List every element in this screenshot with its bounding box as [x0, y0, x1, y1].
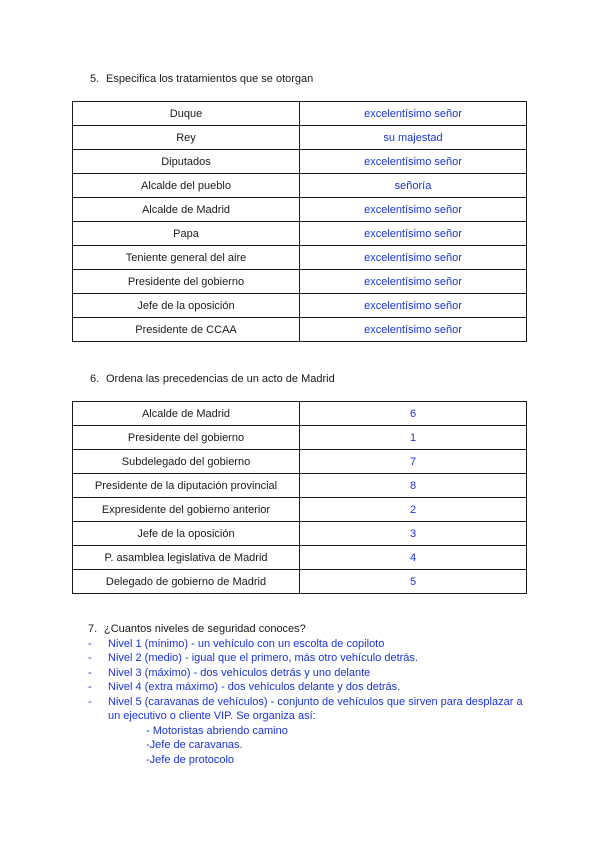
list-item: [88, 666, 528, 681]
table-cell-order: 3: [300, 522, 527, 546]
dash-bullet: -: [88, 681, 92, 693]
table-row: [73, 522, 527, 546]
table-row: [73, 150, 527, 174]
table-cell-role: Alcalde de Madrid: [73, 198, 300, 222]
table-cell-role: Papa: [73, 222, 300, 246]
dash-bullet: -: [88, 695, 92, 708]
dash-bullet: -: [88, 637, 92, 650]
table-row: [73, 474, 527, 498]
question-7-number: 7.: [88, 623, 98, 635]
table-cell-role: Duque: [73, 102, 300, 126]
table-row: [73, 426, 527, 450]
table-cell-order: 4: [300, 546, 527, 570]
table-cell-role: Presidente del gobierno: [73, 270, 300, 294]
question-6-text: Ordena las precedencias de un acto de Madrid: [106, 373, 335, 385]
table-cell-role: Expresidente del gobierno anterior: [73, 498, 300, 522]
list-item: [88, 637, 528, 652]
sub-list-item: -Jefe de protocolo: [146, 753, 235, 766]
table-row: [73, 318, 527, 342]
table-row: [73, 270, 527, 294]
table-cell-role: Presidente del gobierno: [73, 426, 300, 450]
table-cell-order: 8: [300, 474, 527, 498]
table-cell-role: Teniente general del aire: [73, 246, 300, 270]
list-item: [88, 680, 528, 695]
dash-bullet: -: [88, 666, 92, 679]
table-cell-treatment: excelentísimo señor: [300, 150, 527, 174]
list-item-text: Nivel 1 (mínimo) - un vehículo con un escolta de copiloto: [108, 637, 385, 650]
table-cell-treatment: excelentísimo señor: [300, 102, 527, 126]
table-cell-treatment: excelentísimo señor: [300, 294, 527, 318]
table-cell-role: Presidente de CCAA: [73, 318, 300, 342]
sub-list-item: - Motoristas abriendo camino: [146, 724, 288, 737]
table-cell-order: 6: [300, 402, 527, 426]
table-row: [73, 450, 527, 474]
table-cell-role: Alcalde del pueblo: [73, 174, 300, 198]
table-cell-treatment: excelentísimo señor: [300, 222, 527, 246]
question-5-title: [90, 73, 313, 85]
table-row: [73, 198, 527, 222]
table-cell-treatment: su majestad: [300, 126, 527, 150]
list-item-text: Nivel 2 (medio) - igual que el primero, más otro vehículo detrás.: [108, 652, 418, 664]
list-item-text: Nivel 3 (máximo) - dos vehículos detrás y uno delante: [108, 666, 371, 679]
table-cell-role: Alcalde de Madrid: [73, 402, 300, 426]
table-row: [73, 222, 527, 246]
security-levels-section: [88, 622, 528, 767]
table-cell-treatment: excelentísimo señor: [300, 198, 527, 222]
sub-list-item: -Jefe de caravanas.: [146, 739, 243, 751]
dash-bullet: -: [88, 652, 92, 664]
table-cell-role: Jefe de la oposición: [73, 522, 300, 546]
table-row: [73, 546, 527, 570]
question-5-text: Especifica los tratamientos que se otorgan: [106, 73, 314, 85]
precedence-table: [72, 401, 527, 594]
question-6-title: [90, 373, 335, 385]
table-row: [73, 126, 527, 150]
table-row: [73, 498, 527, 522]
table-row: [73, 570, 527, 594]
table-cell-order: 5: [300, 570, 527, 594]
question-7-title: [88, 622, 528, 637]
table-cell-order: 1: [300, 426, 527, 450]
treatments-table: [72, 101, 527, 342]
list-item-text: Nivel 4 (extra máximo) - dos vehículos delante y dos detrás.: [108, 681, 401, 693]
table-cell-treatment: excelentísimo señor: [300, 246, 527, 270]
table-cell-role: Delegado de gobierno de Madrid: [73, 570, 300, 594]
table-row: [73, 174, 527, 198]
table-row: [73, 246, 527, 270]
question-7-text: ¿Cuantos niveles de seguridad conoces?: [104, 623, 306, 635]
table-cell-order: 7: [300, 450, 527, 474]
table-cell-role: Jefe de la oposición: [73, 294, 300, 318]
list-item-text: Nivel 5 (caravanas de vehículos) - conjunto de vehículos que sirven para desplazar a un ejecutivo o cliente VIP. Se organiza así:: [108, 695, 523, 722]
table-cell-treatment: excelentísimo señor: [300, 270, 527, 294]
table-cell-treatment: excelentísimo señor: [300, 318, 527, 342]
list-item: [88, 651, 528, 666]
table-cell-role: Diputados: [73, 150, 300, 174]
table-cell-role: Presidente de la diputación provincial: [73, 474, 300, 498]
table-cell-role: Rey: [73, 126, 300, 150]
table-cell-role: Subdelegado del gobierno: [73, 450, 300, 474]
table-row: [73, 402, 527, 426]
list-item: [88, 695, 528, 724]
table-cell-order: 2: [300, 498, 527, 522]
table-cell-role: P. asamblea legislativa de Madrid: [73, 546, 300, 570]
question-6-number: 6.: [90, 373, 100, 385]
table-row: [73, 294, 527, 318]
table-cell-treatment: señoría: [300, 174, 527, 198]
question-5-number: 5.: [90, 73, 100, 85]
table-row: [73, 102, 527, 126]
